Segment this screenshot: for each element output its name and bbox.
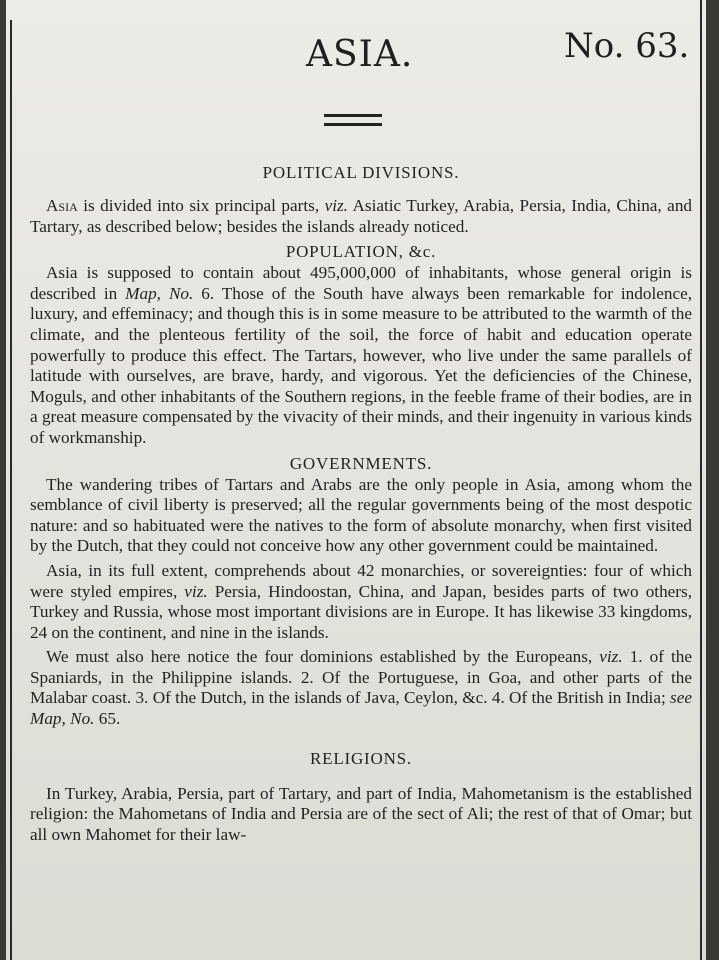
heading-governments: GOVERNMENTS.: [289, 453, 433, 473]
map-number: No. 63.: [564, 26, 690, 66]
paragraph-governments-3: [30, 647, 692, 729]
heading-political-divisions: POLITICAL DIVISIONS.: [262, 163, 460, 182]
lead-word: Asia: [46, 196, 78, 215]
text-run: We must also here notice the four dominions established by the Europeans,: [46, 647, 600, 667]
right-border-rule: [700, 0, 702, 960]
left-border-rule: [10, 20, 12, 960]
text-run: 1. of the Spaniards, in the Philippine islands. 2. Of the Portuguese, in Goa, and other parts of the Malabar coast. 3. Of the Dutch, in the islands of Java, Ceylon, &c. 4. Of the British in India;: [30, 647, 692, 708]
text-run: Asia, in its full extent, comprehends about 42 monarchies, or sovereignties: four of which were styled empires,: [30, 560, 692, 601]
page-body: [30, 162, 692, 849]
viz-italic: viz.: [599, 647, 623, 667]
text-run: Persia, Hindoostan, China, and Japan, besides parts of two others, Turkey and Russia, whose most important divisions are in Europe. It has likewise 33 kingdoms, 24 on the continent, and nine in the islands.: [30, 581, 692, 642]
map-reference: Map, No.: [125, 283, 194, 303]
text-run: Asiatic Turkey, Arabia, Persia, India, China, and Tartary, as described below; besides the islands already noticed.: [30, 196, 693, 236]
page-title: ASIA.: [306, 34, 414, 75]
viz-italic: viz.: [184, 581, 208, 601]
paragraph-governments-1: The wandering tribes of Tartars and Arabs are the only people in Asia, among whom the semblance of civil liberty is preserved; all the regular governments being of the most despotic nature: and so habituated were the natives to the form of absolute monarchy, when first visited by the Dutch, that they could not conceive how any other government could be maintained.: [30, 474, 692, 556]
paragraph-population: [30, 263, 692, 448]
viz-italic: viz.: [324, 196, 348, 215]
paragraph-religions: In Turkey, Arabia, Persia, part of Tartary, and part of India, Mahometanism is the established religion: the Mahometans of India and Persia are of the sect of Ali; the rest of that of Omar; but all own Mahomet for their law-: [30, 783, 692, 844]
text-run: 6. Those of the South have always been remarkable for indolence, luxury, and effeminacy; and though this is in some measure to be attributed to the warmth of the climate, and the plenteous fertility of the soil, the force of habit and education operate powerfully to produce this effect. The Tartars, however, who live under the same parallels of latitude with ourselves, are brave, hardy, and vigorous. Yet the deficiencies of the Chinese, Moguls, and other inhabitants of the Southern regions, in the feeble frame of their bodies, are in a great measure compensated by the vivacity of their minds, and their ingenuity in various kinds of workmanship.: [30, 283, 693, 447]
heading-religions: RELIGIONS.: [310, 748, 412, 768]
text-run: Asia is supposed to contain about 495,000,000 of inhabitants, whose general origin is described in: [30, 263, 692, 303]
map-reference: see Map, No.: [30, 688, 692, 729]
text-run: 65.: [94, 709, 121, 729]
paragraph-political: [30, 196, 692, 237]
paragraph-governments-2: [30, 561, 692, 643]
book-page: [6, 0, 706, 960]
heading-population: POPULATION, &c.: [285, 242, 437, 262]
title-double-rule: [324, 114, 382, 126]
text-run: is divided into six principal parts,: [77, 196, 325, 215]
